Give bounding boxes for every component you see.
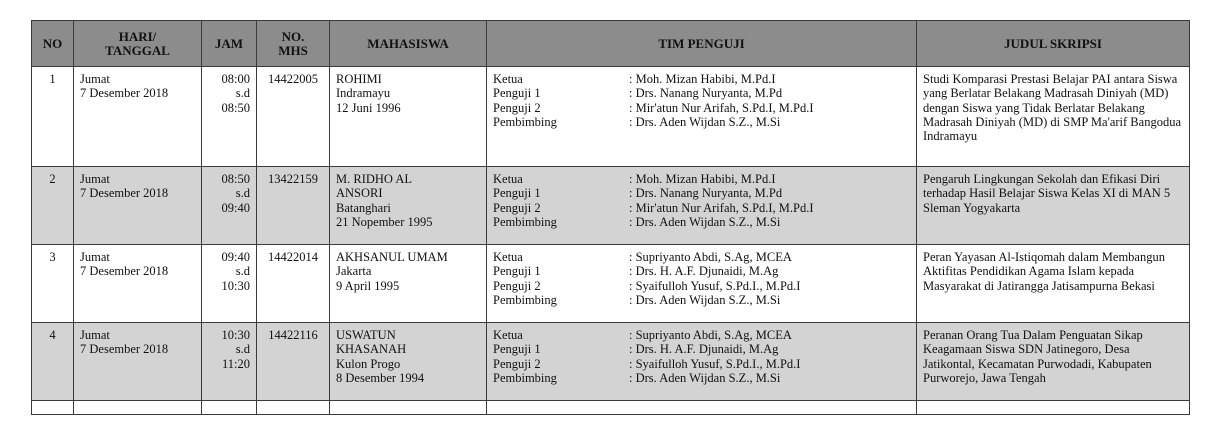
tim-entry: Pembimbing : Drs. Aden Wijdan S.Z., M.Si [493, 370, 781, 385]
table-row-partial [32, 401, 1190, 415]
cell-empty [917, 401, 1190, 415]
header-row [32, 21, 1190, 67]
cell-judul-skripsi: Peranan Orang Tua Dalam Penguatan Sikap Keagamaan Siswa SDN Jatinegoro, Desa Jatikontal, Kecamatan Purwodadi, Kabupaten Purworejo, Jawa Tengah [917, 323, 1190, 401]
cell-hari-tanggal: Jumat 7 Desember 2018 [74, 323, 202, 401]
cell-jam: 08:00 s.d 08:50 [202, 67, 257, 167]
cell-no: 2 [32, 167, 74, 245]
header-mahasiswa: MAHASISWA [330, 21, 487, 67]
tim-entry: Pembimbing : Drs. Aden Wijdan S.Z., M.Si [493, 114, 781, 129]
cell-empty [257, 401, 330, 415]
tim-entry: Pembimbing : Drs. Aden Wijdan S.Z., M.Si [493, 214, 781, 229]
header-no-mhs: NO. MHS [257, 21, 330, 67]
cell-no-mhs: 14422005 [257, 67, 330, 167]
tim-entry: Ketua : Moh. Mizan Habibi, M.Pd.I [493, 172, 776, 186]
header-jam: JAM [202, 21, 257, 67]
exam-schedule-table [31, 20, 1190, 415]
cell-mahasiswa: AKHSANUL UMAM Jakarta 9 April 1995 [330, 245, 487, 323]
header-tim-penguji: TIM PENGUJI [487, 21, 917, 67]
table-row [32, 245, 1190, 323]
cell-judul-skripsi: Peran Yayasan Al-Istiqomah dalam Membangun Aktifitas Pendidikan Agama Islam kepada Masyarakat di Jatirangga Jatisampurna Bekasi [917, 245, 1190, 323]
table-row [32, 167, 1190, 245]
cell-judul-skripsi: Studi Komparasi Prestasi Belajar PAI antara Siswa yang Berlatar Belakang Madrasah Diniyah (MD) dengan Siswa yang Tidak Berlatar Belakang Madrasah Diniyah (MD) di SMP Ma'arif Bangodua Indramayu [917, 67, 1190, 167]
cell-no: 1 [32, 67, 74, 167]
cell-empty [202, 401, 257, 415]
tim-entry: Ketua : Moh. Mizan Habibi, M.Pd.I [493, 72, 776, 86]
cell-tim-penguji [487, 323, 917, 401]
cell-empty [74, 401, 202, 415]
cell-mahasiswa: USWATUN KHASANAH Kulon Progo 8 Desember 1994 [330, 323, 487, 401]
cell-judul-skripsi: Pengaruh Lingkungan Sekolah dan Efikasi Diri terhadap Hasil Belajar Siswa Kelas XI di MAN 5 Sleman Yogyakarta [917, 167, 1190, 245]
cell-empty [32, 401, 74, 415]
table-row [32, 323, 1190, 401]
cell-jam: 10:30 s.d 11:20 [202, 323, 257, 401]
cell-no: 3 [32, 245, 74, 323]
tim-entry: Penguji 2 : Mir'atun Nur Arifah, S.Pd.I, M.Pd.I [493, 100, 814, 115]
cell-jam: 09:40 s.d 10:30 [202, 245, 257, 323]
header-hari-tanggal: HARI/ TANGGAL [74, 21, 202, 67]
header-no: NO [32, 21, 74, 67]
cell-empty [330, 401, 487, 415]
tim-entry: Ketua : Supriyanto Abdi, S.Ag, MCEA [493, 250, 792, 264]
cell-mahasiswa: ROHIMI Indramayu 12 Juni 1996 [330, 67, 487, 167]
tim-entry: Penguji 1 : Drs. Nanang Nuryanta, M.Pd [493, 86, 783, 101]
tim-entry: Penguji 2 : Mir'atun Nur Arifah, S.Pd.I, M.Pd.I [493, 200, 814, 215]
tim-entry: Pembimbing : Drs. Aden Wijdan S.Z., M.Si [493, 292, 781, 307]
cell-jam: 08:50 s.d 09:40 [202, 167, 257, 245]
tim-entry: Penguji 1 : Drs. H. A.F. Djunaidi, M.Ag [493, 342, 779, 357]
tim-entry: Penguji 2 : Syaifulloh Yusuf, S.Pd.I., M.Pd.I [493, 356, 801, 371]
tim-entry: Penguji 1 : Drs. Nanang Nuryanta, M.Pd [493, 186, 783, 201]
cell-hari-tanggal: Jumat 7 Desember 2018 [74, 67, 202, 167]
header-judul-skripsi: JUDUL SKRIPSI [917, 21, 1190, 67]
cell-empty [487, 401, 917, 415]
cell-no: 4 [32, 323, 74, 401]
cell-hari-tanggal: Jumat 7 Desember 2018 [74, 245, 202, 323]
table-row [32, 67, 1190, 167]
cell-mahasiswa: M. RIDHO AL ANSORI Batanghari 21 Nopember 1995 [330, 167, 487, 245]
tim-entry: Penguji 2 : Syaifulloh Yusuf, S.Pd.I., M.Pd.I [493, 278, 801, 293]
cell-tim-penguji [487, 167, 917, 245]
cell-no-mhs: 13422159 [257, 167, 330, 245]
cell-tim-penguji [487, 67, 917, 167]
cell-tim-penguji [487, 245, 917, 323]
tim-entry: Ketua : Supriyanto Abdi, S.Ag, MCEA [493, 328, 792, 342]
cell-no-mhs: 14422116 [257, 323, 330, 401]
cell-no-mhs: 14422014 [257, 245, 330, 323]
tim-entry: Penguji 1 : Drs. H. A.F. Djunaidi, M.Ag [493, 264, 779, 279]
cell-hari-tanggal: Jumat 7 Desember 2018 [74, 167, 202, 245]
